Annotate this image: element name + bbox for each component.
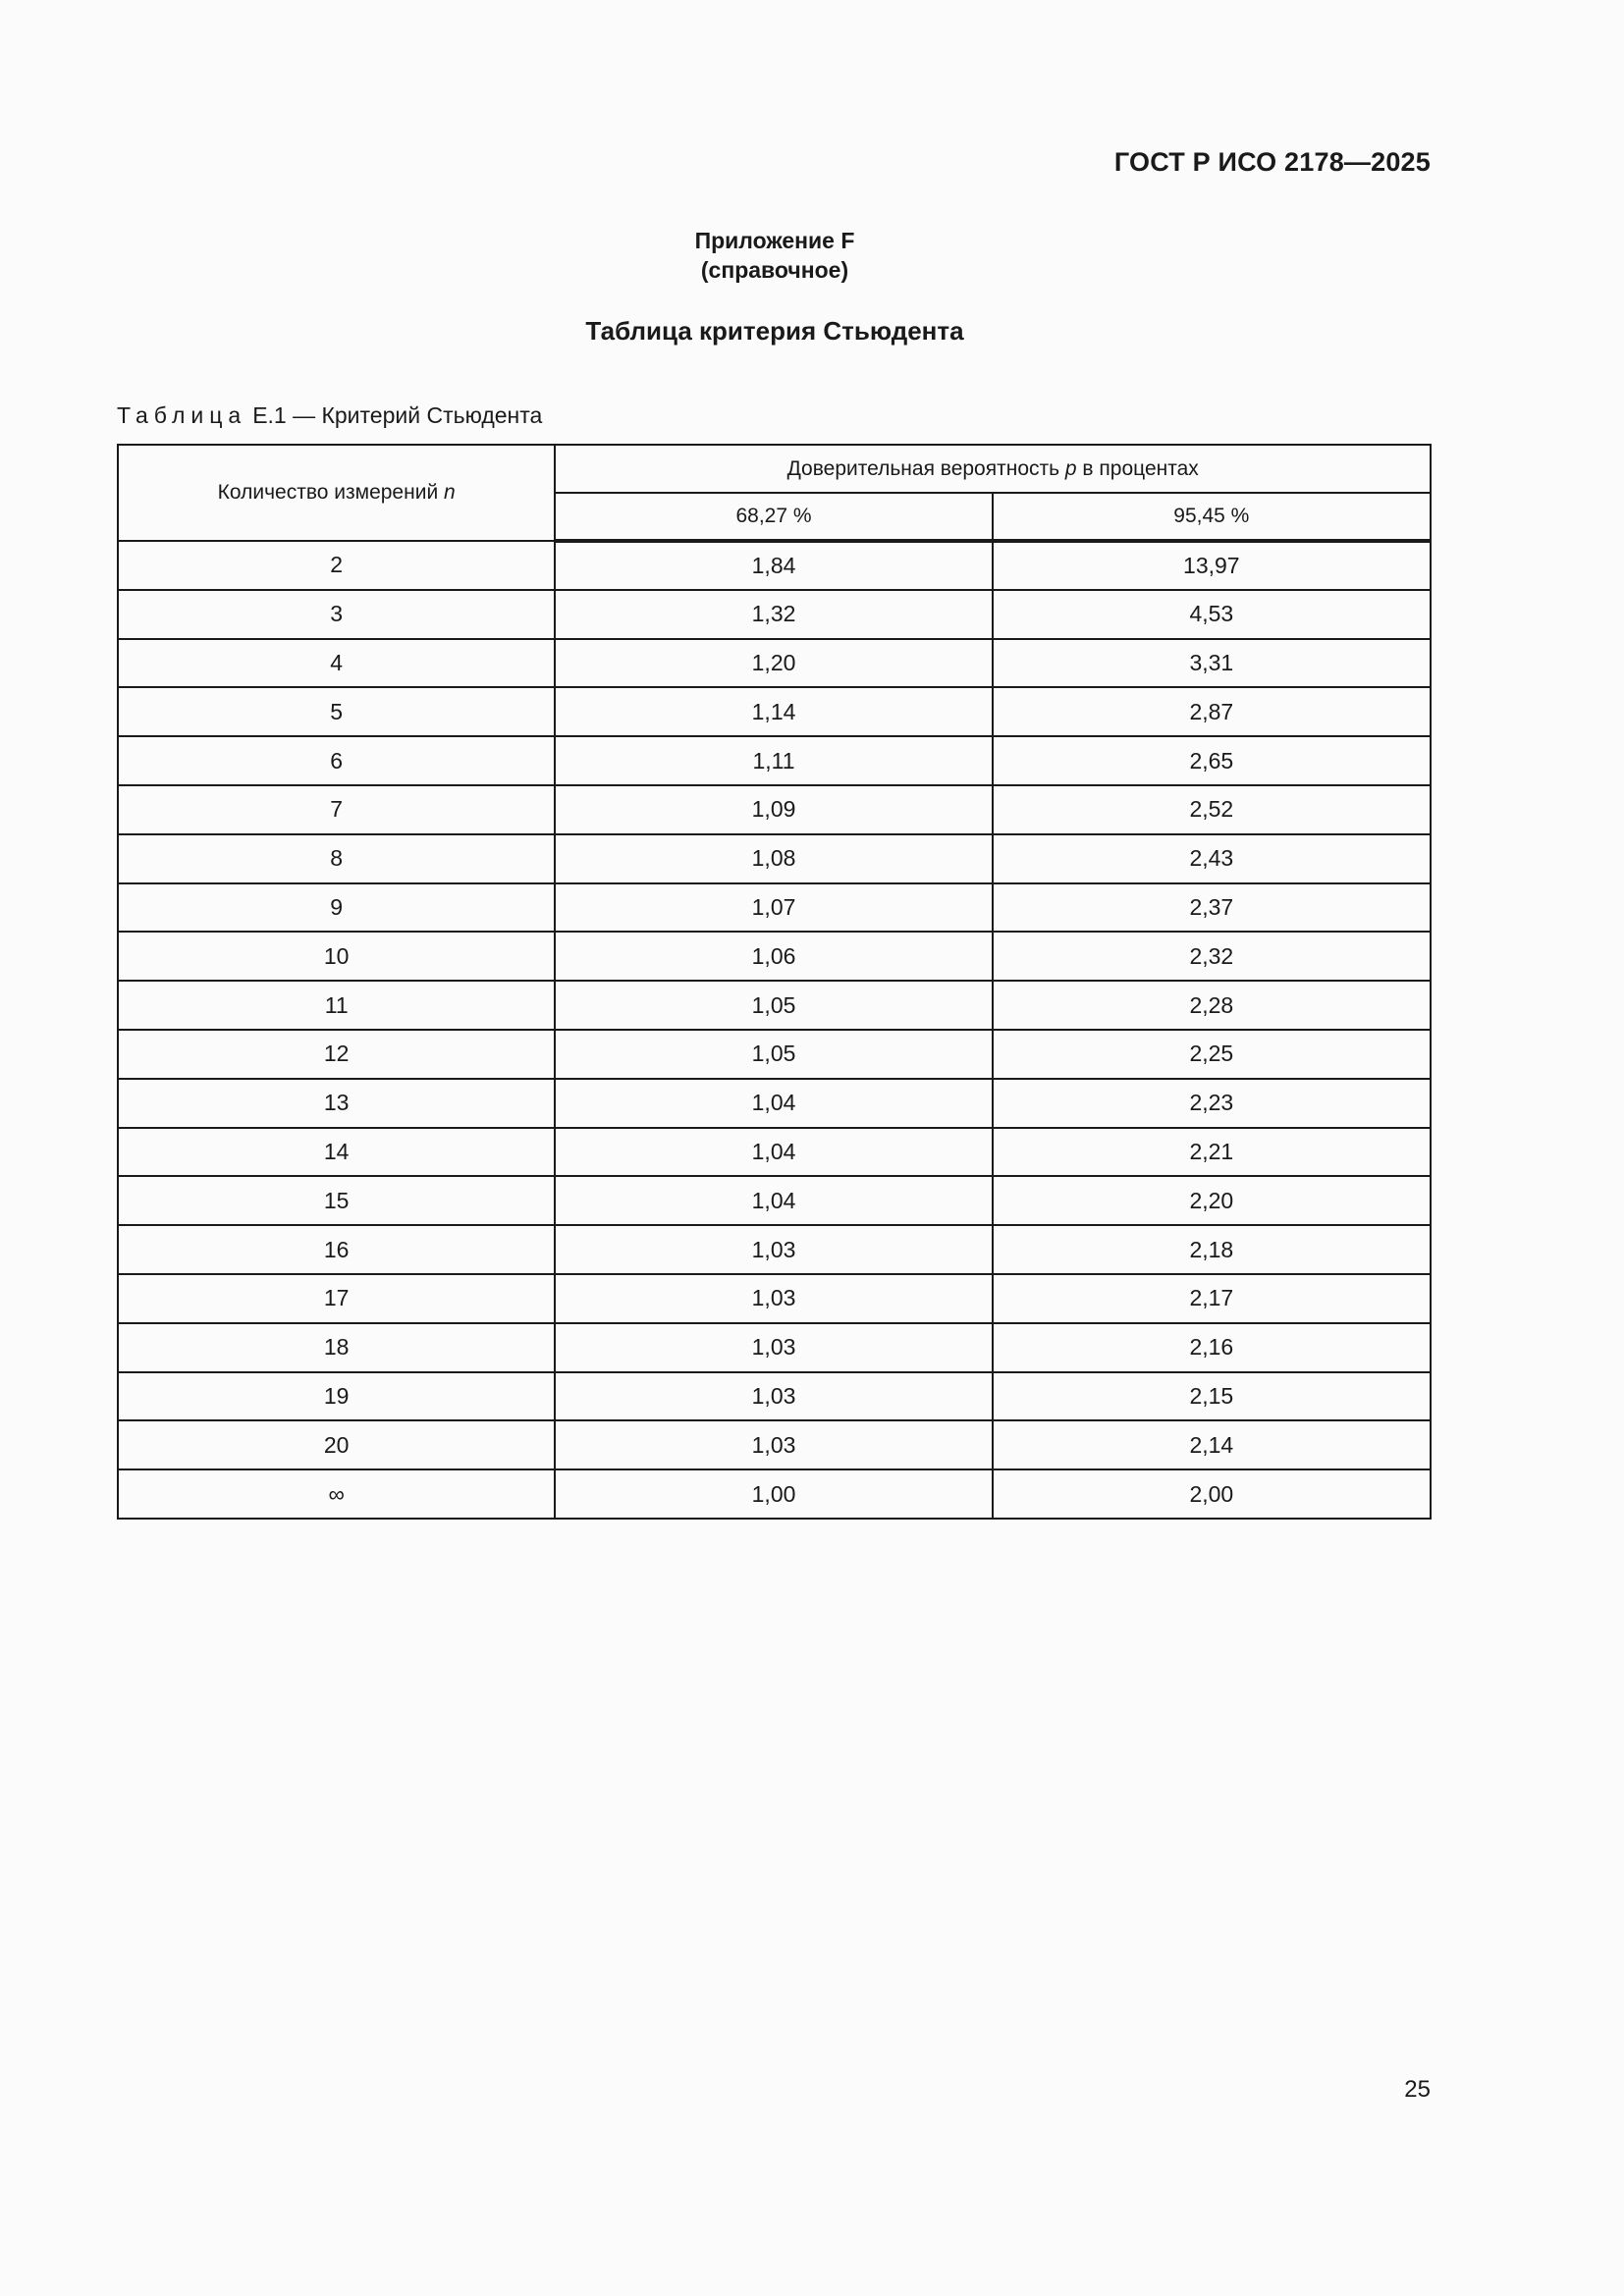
- cell-measurements: 2: [118, 541, 555, 590]
- cell-68: 1,11: [555, 736, 992, 785]
- table-body: [118, 541, 1431, 1519]
- table-row: [118, 687, 1431, 736]
- cell-measurements: ∞: [118, 1469, 555, 1519]
- table-caption: [117, 402, 542, 429]
- cell-68: 1,04: [555, 1176, 992, 1225]
- cell-95: 3,31: [993, 639, 1431, 688]
- cell-68: 1,14: [555, 687, 992, 736]
- student-criterion-table: [117, 444, 1432, 1520]
- cell-68: 1,08: [555, 834, 992, 883]
- table-row: [118, 981, 1431, 1030]
- cell-measurements: 14: [118, 1128, 555, 1177]
- table-row: [118, 932, 1431, 981]
- cell-68: 1,00: [555, 1469, 992, 1519]
- table-row: [118, 1030, 1431, 1079]
- cell-measurements: 4: [118, 639, 555, 688]
- annex-heading: [0, 226, 1549, 285]
- table-row: [118, 834, 1431, 883]
- standard-code: ГОСТ Р ИСО 2178—2025: [1113, 147, 1431, 177]
- cell-95: 2,14: [993, 1420, 1431, 1469]
- cell-68: 1,09: [555, 785, 992, 834]
- cell-95: 2,37: [993, 883, 1431, 933]
- cell-68: 1,84: [555, 541, 992, 590]
- column-header-95: 95,45 %: [993, 493, 1431, 541]
- cell-95: 2,32: [993, 932, 1431, 981]
- cell-95: 2,52: [993, 785, 1431, 834]
- cell-measurements: 18: [118, 1323, 555, 1372]
- cell-68: 1,04: [555, 1128, 992, 1177]
- section-title: Таблица критерия Стьюдента: [585, 316, 964, 346]
- cell-measurements: 19: [118, 1372, 555, 1421]
- cell-95: 13,97: [993, 541, 1431, 590]
- cell-measurements: 17: [118, 1274, 555, 1323]
- column-header-measurements: Количество измерений n: [118, 445, 555, 541]
- cell-measurements: 8: [118, 834, 555, 883]
- table-row: [118, 1372, 1431, 1421]
- cell-measurements: 5: [118, 687, 555, 736]
- table-row: [118, 1079, 1431, 1128]
- table-row: [118, 541, 1431, 590]
- table-row: [118, 1323, 1431, 1372]
- cell-95: 2,28: [993, 981, 1431, 1030]
- cell-measurements: 16: [118, 1225, 555, 1274]
- cell-95: 2,15: [993, 1372, 1431, 1421]
- column-header-68: 68,27 %: [555, 493, 992, 541]
- table-row: [118, 1420, 1431, 1469]
- table-row: [118, 1469, 1431, 1519]
- cell-95: 2,17: [993, 1274, 1431, 1323]
- cell-68: 1,07: [555, 883, 992, 933]
- cell-68: 1,32: [555, 590, 992, 639]
- cell-95: 2,87: [993, 687, 1431, 736]
- cell-95: 2,20: [993, 1176, 1431, 1225]
- cell-95: 2,16: [993, 1323, 1431, 1372]
- table-row: [118, 1274, 1431, 1323]
- table-row: [118, 883, 1431, 933]
- cell-68: 1,03: [555, 1323, 992, 1372]
- cell-95: 4,53: [993, 590, 1431, 639]
- cell-68: 1,05: [555, 981, 992, 1030]
- annex-type: (справочное): [700, 257, 849, 283]
- cell-95: 2,00: [993, 1469, 1431, 1519]
- cell-68: 1,04: [555, 1079, 992, 1128]
- page-number: 25: [1404, 2076, 1431, 2103]
- cell-95: 2,25: [993, 1030, 1431, 1079]
- cell-95: 2,18: [993, 1225, 1431, 1274]
- cell-measurements: 6: [118, 736, 555, 785]
- table-row: [118, 1128, 1431, 1177]
- table-row: [118, 785, 1431, 834]
- cell-measurements: 7: [118, 785, 555, 834]
- cell-68: 1,03: [555, 1372, 992, 1421]
- table-row: [118, 736, 1431, 785]
- cell-95: 2,43: [993, 834, 1431, 883]
- table-row: [118, 639, 1431, 688]
- cell-measurements: 20: [118, 1420, 555, 1469]
- cell-68: 1,20: [555, 639, 992, 688]
- cell-measurements: 13: [118, 1079, 555, 1128]
- table-row: [118, 1225, 1431, 1274]
- cell-68: 1,05: [555, 1030, 992, 1079]
- cell-measurements: 15: [118, 1176, 555, 1225]
- table-row: [118, 1176, 1431, 1225]
- cell-measurements: 12: [118, 1030, 555, 1079]
- annex-label: Приложение F: [694, 228, 855, 253]
- cell-measurements: 10: [118, 932, 555, 981]
- cell-measurements: 11: [118, 981, 555, 1030]
- column-group-header-confidence: Доверительная вероятность p в процентах: [555, 445, 1431, 493]
- table-caption-prefix: Таблица: [117, 402, 247, 428]
- cell-measurements: 9: [118, 883, 555, 933]
- table-caption-text: Е.1 — Критерий Стьюдента: [252, 402, 543, 428]
- table-row: [118, 590, 1431, 639]
- cell-68: 1,03: [555, 1420, 992, 1469]
- cell-95: 2,23: [993, 1079, 1431, 1128]
- cell-95: 2,21: [993, 1128, 1431, 1177]
- cell-95: 2,65: [993, 736, 1431, 785]
- cell-68: 1,03: [555, 1274, 992, 1323]
- cell-68: 1,06: [555, 932, 992, 981]
- cell-measurements: 3: [118, 590, 555, 639]
- cell-68: 1,03: [555, 1225, 992, 1274]
